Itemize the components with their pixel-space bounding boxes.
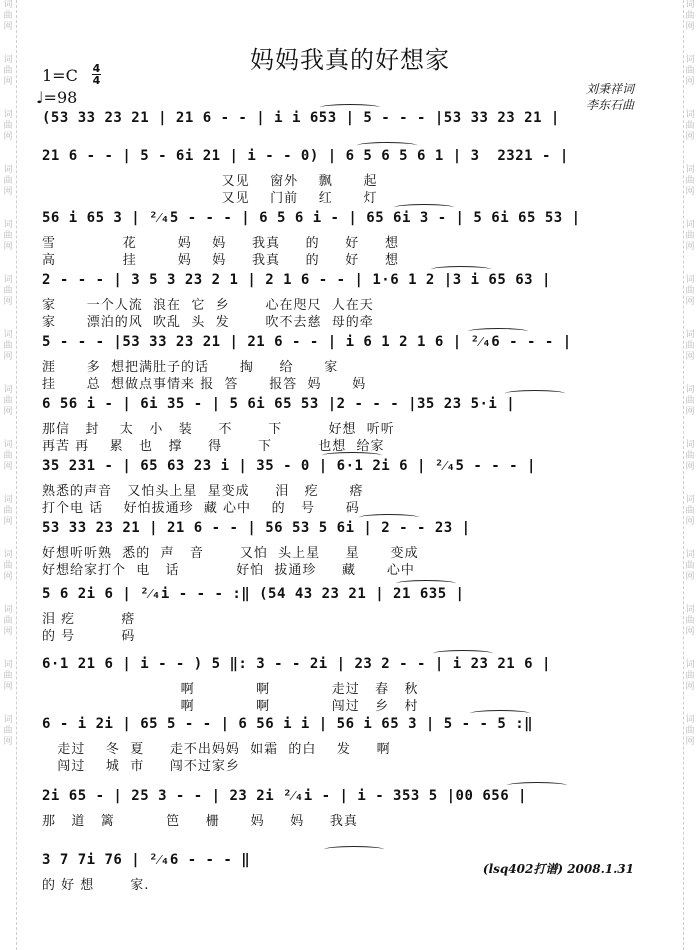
slur-mark [320,104,380,111]
time-signature-bottom: 4 [92,74,101,87]
watermark-text: 词曲网 [685,605,695,637]
watermark-text: 词曲网 [685,55,695,87]
watermark-text: 词曲网 [3,440,13,472]
lyric-line: 再苦 再 累 也 撑 得 下 也想 给家 [42,439,385,454]
lyric-line: 好想听听熟 悉的 声 音 又怕 头上星 星 变成 [42,546,419,561]
lyric-line: 好想给家打个 电 话 好怕 拔通珍 藏 心中 [42,563,415,578]
watermark-text: 词曲网 [3,165,13,197]
slur-mark [322,452,382,459]
slur-mark [396,580,456,587]
lyric-line: 家 一个人流 浪在 它 乡 心在咫尺 人在天 [42,298,374,313]
notation-line: 2i 65 - | 25 3 - - | 23 2i ²⁄₄i - | i - 353 5 |00 656 | [42,788,527,804]
lyric-line: 又见 窗外 飘 起 [42,174,378,189]
time-signature-top: 4 [92,62,101,75]
lyric-line: 挂 总 想做点事情来 报 答 报答 妈 妈 [42,377,367,392]
notation-line: 6 56 i - | 6i 35 - | 5 6i 65 53 |2 - - - |35 23 5·i | [42,396,516,412]
lyric-line: 啊 啊 闯过 乡 村 [42,699,419,714]
slur-mark [470,710,530,717]
lyric-line: 泪 疙 瘩 [42,612,136,627]
watermark-left [2,0,17,950]
tempo-marking: ♩=98 [36,88,78,107]
lyric-line: 走过 冬 夏 走不出妈妈 如霜 的白 发 啊 [42,742,391,757]
lyric-line: 打个电 话 好怕拔通珍 藏 心中 的 号 码 [42,501,360,516]
lyric-line: 那信 封 太 小 装 不 下 好想 听听 [42,422,395,437]
notation-line: 56 i 65 3 | ²⁄₄5 - - - | 6 5 6 i - | 65 6i 3 - | 5 6i 65 53 | [42,210,581,226]
slur-mark [433,650,493,657]
watermark-text: 词曲网 [685,165,695,197]
notation-line: 6 - i 2i | 65 5 - - | 6 56 i i | 56 i 65 3 | 5 - - 5 :‖ [42,716,534,732]
lyric-line: 家 漂泊的风 吹乱 头 发 吹不去慈 母的牵 [42,315,374,330]
lyric-line: 的 号 码 [42,629,136,644]
watermark-text: 词曲网 [3,605,13,637]
composer-credit: 李东石曲 [585,98,634,112]
notation-line: 5 - - - |53 33 23 21 | 21 6 - - | i 6 1 2 1 6 | ²⁄₄6 - - - | [42,334,572,350]
watermark-text: 词曲网 [685,0,695,32]
watermark-text: 词曲网 [685,330,695,362]
notation-line: (53 33 23 21 | 21 6 - - | i i 653 | 5 - - - |53 33 23 21 | [42,110,560,126]
watermark-text: 词曲网 [3,715,13,747]
slur-mark [505,390,565,397]
watermark-text: 词曲网 [3,55,13,87]
watermark-text: 词曲网 [3,110,13,142]
watermark-text: 词曲网 [3,220,13,252]
watermark-text: 词曲网 [685,495,695,527]
watermark-text: 词曲网 [3,385,13,417]
notation-line: 3 7 7i 76 | ²⁄₄6 - - - ‖ [42,852,251,868]
lyric-line: 熟悉的声音 又怕头上星 星变成 泪 疙 瘩 [42,484,364,499]
score-sheet [20,0,680,950]
watermark-text: 词曲网 [3,275,13,307]
lyric-line: 那 道 篱 笆 栅 妈 妈 我真 [42,814,358,829]
watermark-text: 词曲网 [3,0,13,32]
slur-mark [394,204,454,211]
slur-mark [324,846,384,853]
transcriber-footer: (lsq402打谱) 2008.1.31 [482,862,634,876]
watermark-text: 词曲网 [3,495,13,527]
notation-line: 35 231 - | 65 63 23 i | 35 - 0 | 6·1 2i 6 | ²⁄₄5 - - - | [42,458,536,474]
lyric-line: 的 好 想 家. [42,878,150,893]
song-title: 妈妈我真的好想家 [250,46,450,74]
notation-line: 6·1 21 6 | i - - ) 5 ‖: 3 - - 2i | 23 2 - - | i 23 21 6 | [42,656,551,672]
notation-line: 2 - - - | 3 5 3 23 2 1 | 2 1 6 - - | 1·6 1 2 |3 i 65 63 | [42,272,551,288]
watermark-text: 词曲网 [685,110,695,142]
notation-line: 21 6 - - | 5 - 6i 21 | i - - 0) | 6 5 6 5 6 1 | 3 2321 - | [42,148,569,164]
watermark-text: 词曲网 [685,220,695,252]
slur-mark [468,328,528,335]
key-signature: 1=C [42,66,78,85]
watermark-text: 词曲网 [685,385,695,417]
notation-line: 53 33 23 21 | 21 6 - - | 56 53 5 6i | 2 - - 23 | [42,520,471,536]
watermark-right [683,0,698,950]
slur-mark [507,782,567,789]
watermark-text: 词曲网 [685,440,695,472]
notation-line: 5 6 2i 6 | ²⁄₄i - - - :‖ (54 43 23 21 | 21 635 | [42,586,465,602]
watermark-text: 词曲网 [685,715,695,747]
watermark-text: 词曲网 [3,550,13,582]
lyric-line: 雪 花 妈 妈 我真 的 好 想 [42,236,399,251]
watermark-text: 词曲网 [3,330,13,362]
lyric-line: 啊 啊 走过 春 秋 [42,682,419,697]
slur-mark [359,514,419,521]
lyric-line: 涯 多 想把满肚子的话 掏 给 家 [42,360,339,375]
lyricist-credit: 刘秉祥词 [585,82,634,96]
lyric-line: 高 挂 妈 妈 我真 的 好 想 [42,253,399,268]
watermark-text: 词曲网 [685,275,695,307]
slur-mark [431,266,491,273]
watermark-text: 词曲网 [685,660,695,692]
watermark-text: 词曲网 [3,660,13,692]
lyric-line: 又见 门前 红 灯 [42,191,378,206]
watermark-text: 词曲网 [685,550,695,582]
lyric-line: 闯过 城 市 闯不过家乡 [42,759,240,774]
slur-mark [357,142,417,149]
time-signature [92,64,101,85]
